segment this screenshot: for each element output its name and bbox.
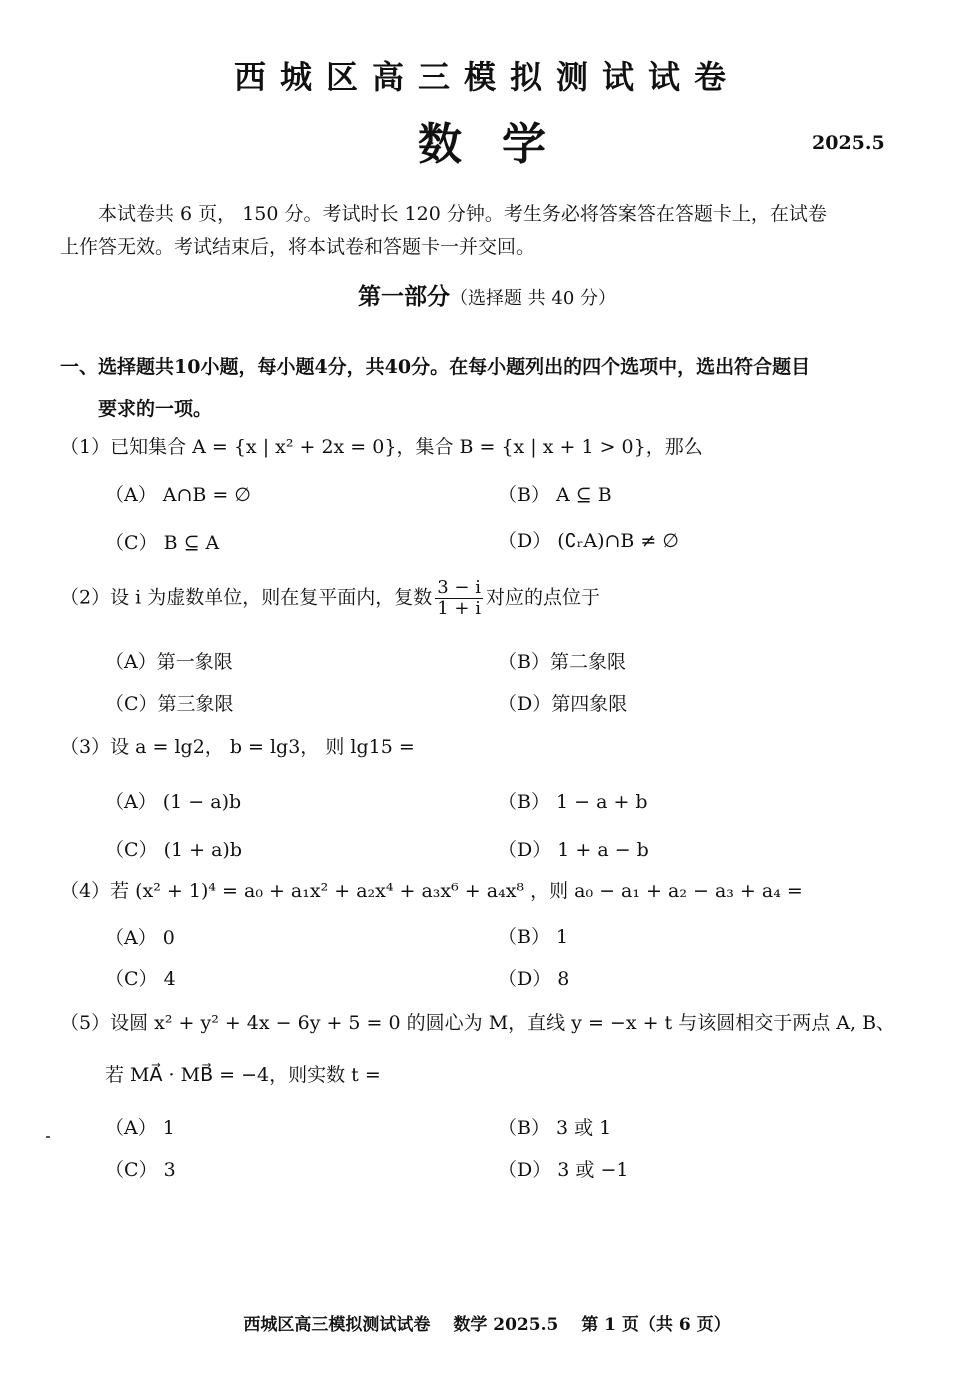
section-line-2: 要求的一项。 xyxy=(98,398,213,420)
question-1-stem: （1）已知集合 A = {x | x² + 2x = 0}，集合 B = {x | x + 1 > 0}，那么 xyxy=(60,436,703,458)
part-heading xyxy=(0,278,974,311)
question-2-option-b: （B）第二象限 xyxy=(498,651,626,673)
question-2-option-d: （D）第四象限 xyxy=(498,693,628,715)
question-3-option-d: （D） 1 + a − b xyxy=(498,839,649,861)
question-4-option-d: （D） 8 xyxy=(498,968,570,990)
part-title: 第一部分 xyxy=(357,283,450,310)
exam-title: 西城区高三模拟测试试卷 xyxy=(233,58,740,96)
question-4-option-c: （C） 4 xyxy=(105,968,176,990)
question-3-option-c: （C） (1 + a)b xyxy=(105,839,242,861)
question-3-option-a: （A） (1 − a)b xyxy=(105,791,242,813)
intro-paragraph xyxy=(60,198,890,264)
fraction-numerator: 3 − i xyxy=(437,577,481,598)
question-4-option-a: （A） 0 xyxy=(105,927,175,949)
question-1-option-c: （C） B ⊆ A xyxy=(105,532,220,554)
question-3-stem: （3）设 a = lg2， b = lg3， 则 lg15 = xyxy=(60,736,415,758)
question-2-fraction xyxy=(435,578,483,619)
question-3-option-b: （B） 1 − a + b xyxy=(498,791,648,813)
question-2-option-a: （A）第一象限 xyxy=(105,651,233,673)
question-2-stem-pre: （2）设 i 为虚数单位，则在复平面内，复数 xyxy=(60,586,433,609)
question-1-option-a: （A） A∩B = ∅ xyxy=(105,484,251,506)
page-footer: 西城区高三模拟测试试卷 数学 2025.5 第 1 页（共 6 页） xyxy=(243,1315,731,1335)
question-5-option-c: （C） 3 xyxy=(105,1159,176,1181)
question-5-option-a: （A） 1 xyxy=(105,1117,175,1139)
intro-line-1: 本试卷共 6 页， 150 分。考试时长 120 分钟。考生务必将答案答在答题卡上，在试卷 xyxy=(98,203,827,225)
scan-speck xyxy=(46,1136,50,1138)
question-1-option-d: （D） (∁ᵣA)∩B ≠ ∅ xyxy=(498,530,679,552)
question-1-option-b: （B） A ⊆ B xyxy=(498,484,612,506)
question-4-option-b: （B） 1 xyxy=(498,926,569,948)
fraction-denominator: 1 + i xyxy=(437,598,481,619)
part-note: （选择题 共 40 分） xyxy=(449,288,617,309)
question-2-stem xyxy=(60,578,600,619)
intro-line-2: 上作答无效。考试结束后，将本试卷和答题卡一并交回。 xyxy=(60,236,536,258)
question-5-stem-continued: 若 MA⃗ · MB⃗ = −4，则实数 t = xyxy=(105,1064,381,1086)
exam-date: 2025.5 xyxy=(812,132,885,154)
section-instructions xyxy=(60,346,890,430)
section-line-1: 一、选择题共10小题，每小题4分，共40分。在每小题列出的四个选项中，选出符合题目 xyxy=(60,356,811,378)
question-5-stem: （5）设圆 x² + y² + 4x − 6y + 5 = 0 的圆心为 M，直线 y = −x + t 与该圆相交于两点 A, B、 xyxy=(60,1012,896,1034)
question-2-option-c: （C）第三象限 xyxy=(105,693,234,715)
question-5-option-b: （B） 3 或 1 xyxy=(498,1117,612,1139)
question-2-stem-post: 对应的点位于 xyxy=(485,586,600,609)
question-5-option-d: （D） 3 或 −1 xyxy=(498,1159,629,1181)
question-4-stem: （4）若 (x² + 1)⁴ = a₀ + a₁x² + a₂x⁴ + a₃x⁶ + a₄x⁸ ，则 a₀ − a₁ + a₂ − a₃ + a₄ = xyxy=(60,880,803,902)
subject-title: 数学 xyxy=(418,119,586,170)
